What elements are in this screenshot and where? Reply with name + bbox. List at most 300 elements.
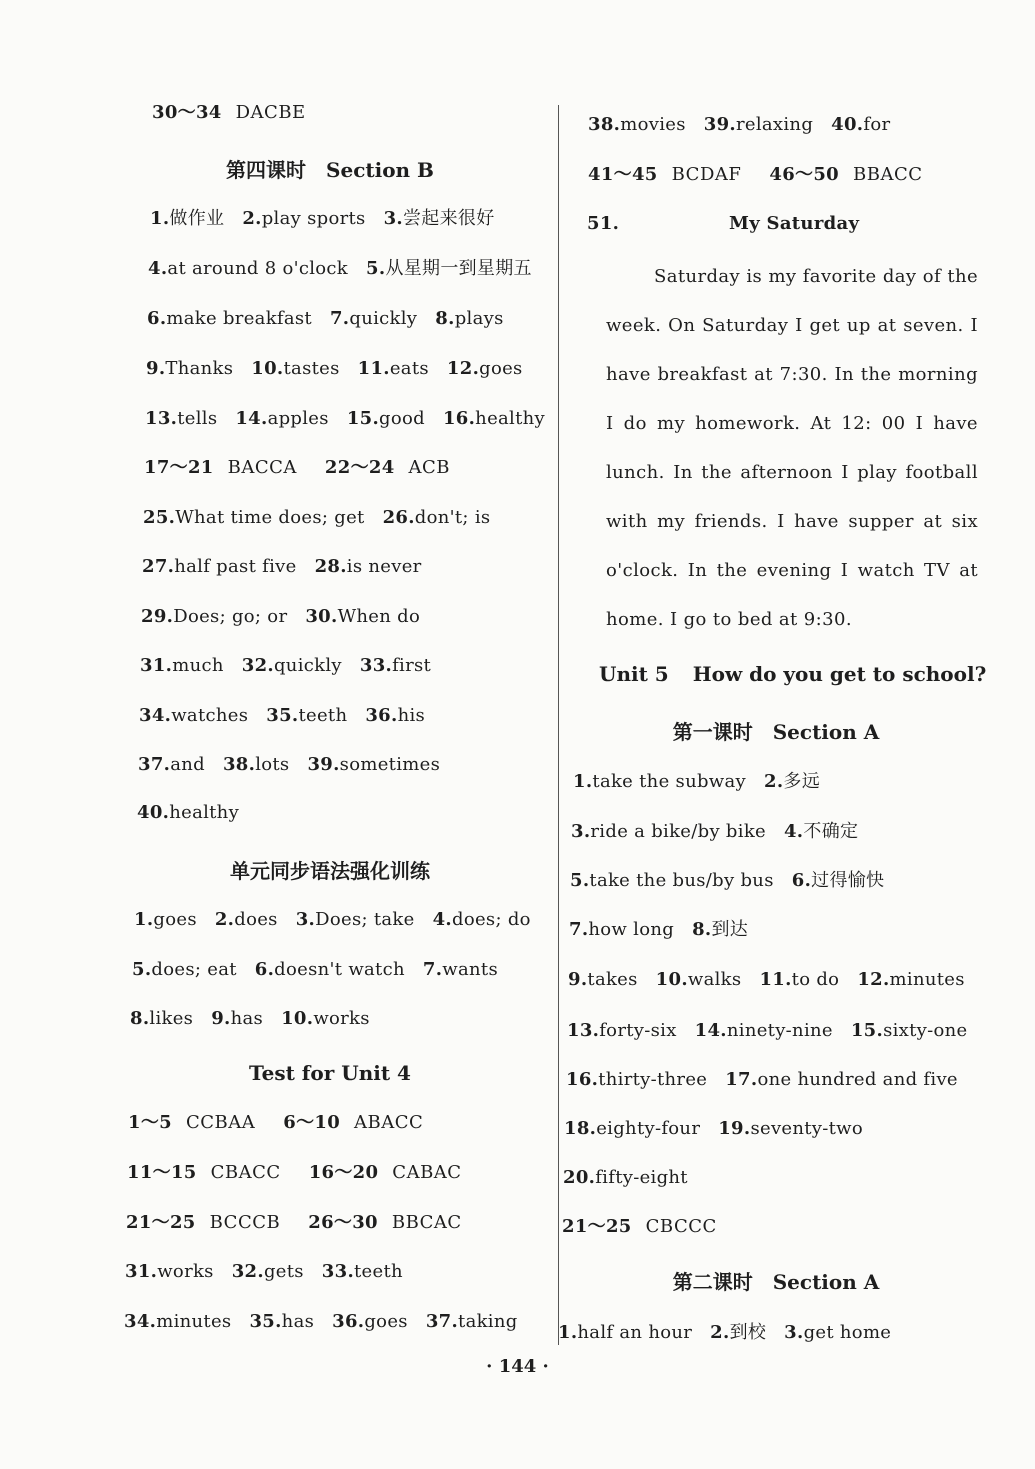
item-number: 15. xyxy=(850,1020,884,1041)
item-number: 4. xyxy=(783,821,804,842)
item-answer: healthy xyxy=(169,802,240,823)
item-number: 29. xyxy=(141,606,174,627)
answer-item xyxy=(315,554,422,580)
item-number: 15. xyxy=(346,408,380,429)
item-number: 6. xyxy=(791,870,812,891)
answer-item xyxy=(223,752,289,778)
item-number: 28. xyxy=(314,556,347,577)
item-answer: has xyxy=(230,1008,264,1029)
answer-line xyxy=(563,1165,706,1191)
item-number: 40. xyxy=(137,802,170,823)
item-number: 21～25 xyxy=(126,1212,196,1233)
answer-item xyxy=(563,1165,688,1191)
item-number: 2. xyxy=(764,771,784,792)
item-answer: goes xyxy=(153,909,197,930)
item-answer: 尝起来很好 xyxy=(403,208,495,229)
answer-line xyxy=(573,769,838,795)
item-answer: doesn't watch xyxy=(274,959,405,980)
answer-item xyxy=(383,505,491,531)
answer-item xyxy=(307,752,440,778)
answer-line xyxy=(127,1160,462,1186)
answer-item xyxy=(255,957,405,983)
item-answer: 多远 xyxy=(783,771,821,792)
item-answer: for xyxy=(863,114,891,135)
answer-item xyxy=(242,206,365,232)
answer-item xyxy=(759,967,839,993)
item-answer: 到校 xyxy=(729,1322,767,1343)
answer-item xyxy=(443,406,545,432)
answer-item xyxy=(139,703,248,729)
item-answer: ABACC xyxy=(354,1112,424,1133)
item-answer: apples xyxy=(267,408,329,429)
item-number: 8. xyxy=(130,1008,150,1029)
item-answer: plays xyxy=(454,308,504,329)
item-answer: works xyxy=(157,1261,214,1282)
item-number: 8. xyxy=(435,308,455,329)
item-number: 46～50 xyxy=(769,164,840,185)
heading-zh: 第二课时 xyxy=(672,1270,753,1294)
item-number: 40. xyxy=(831,114,864,135)
item-answer: play sports xyxy=(261,208,366,229)
answer-item xyxy=(695,1018,833,1044)
item-answer: eats xyxy=(389,358,429,379)
item-answer: sometimes xyxy=(339,754,441,775)
item-answer: 做作业 xyxy=(169,208,225,229)
answer-item xyxy=(140,653,224,679)
answer-item xyxy=(566,1067,707,1093)
item-answer: CABAC xyxy=(392,1162,462,1183)
answer-item xyxy=(725,1067,958,1093)
section-heading xyxy=(120,1059,540,1087)
section-heading xyxy=(556,718,996,746)
answer-item xyxy=(568,967,638,993)
item-number: 31. xyxy=(125,1261,158,1282)
answer-item xyxy=(330,306,417,332)
answer-line xyxy=(142,554,440,580)
item-number: 3. xyxy=(571,821,591,842)
item-number: 6. xyxy=(147,308,167,329)
answer-line xyxy=(146,356,541,382)
item-answer: goes xyxy=(364,1311,408,1332)
item-number: 7. xyxy=(569,919,589,940)
answer-item xyxy=(360,653,431,679)
answer-item xyxy=(347,406,425,432)
item-number: 16. xyxy=(442,408,476,429)
answer-item xyxy=(125,1259,214,1285)
answer-item xyxy=(148,256,348,282)
answer-item xyxy=(215,907,278,933)
item-number: 11. xyxy=(357,358,390,379)
answer-item xyxy=(266,703,347,729)
item-answer: teeth xyxy=(354,1261,403,1282)
answer-line xyxy=(150,206,513,232)
answer-item xyxy=(435,306,503,332)
item-answer: takes xyxy=(587,969,638,990)
item-number: 39. xyxy=(307,754,340,775)
item-number: 31. xyxy=(140,655,173,676)
item-answer: tells xyxy=(177,408,218,429)
answer-line xyxy=(128,1110,423,1136)
answer-item xyxy=(692,917,748,943)
answer-item xyxy=(570,868,774,894)
answer-item xyxy=(784,1320,891,1346)
item-number: 1～5 xyxy=(128,1112,172,1133)
item-answer: does; eat xyxy=(151,959,237,980)
item-number: 12. xyxy=(857,969,890,990)
unit-heading xyxy=(599,660,996,688)
item-answer: quickly xyxy=(349,308,418,329)
item-answer: works xyxy=(313,1008,370,1029)
item-number: 36. xyxy=(332,1311,365,1332)
item-number: 6. xyxy=(254,959,275,980)
item-answer: much xyxy=(172,655,224,676)
item-number: 41～45 xyxy=(588,164,658,185)
item-number: 33. xyxy=(321,1261,355,1282)
item-answer: at around 8 o'clock xyxy=(167,258,349,279)
item-answer: When do xyxy=(337,606,421,627)
item-number: 27. xyxy=(142,556,175,577)
heading-en: Test for Unit 4 xyxy=(249,1061,411,1085)
answer-item xyxy=(305,604,420,630)
item-number: 11. xyxy=(759,969,792,990)
item-answer: one hundred and five xyxy=(757,1069,958,1090)
item-answer: 从星期一到星期五 xyxy=(385,258,532,279)
item-answer: Does; go; or xyxy=(173,606,288,627)
answer-item xyxy=(384,206,495,232)
unit-label: Unit 5 xyxy=(599,662,669,686)
answer-item xyxy=(656,967,742,993)
item-number: 17～21 xyxy=(144,457,214,478)
item-number: 2. xyxy=(710,1322,730,1343)
answer-item xyxy=(857,967,964,993)
item-number: 4. xyxy=(148,258,168,279)
item-answer: half an hour xyxy=(577,1322,693,1343)
item-answer: BBCAC xyxy=(391,1212,462,1233)
item-number: 51. xyxy=(587,213,620,234)
item-answer: Does; take xyxy=(315,909,415,930)
answer-item xyxy=(141,604,287,630)
section-heading xyxy=(120,857,540,885)
answer-item xyxy=(433,907,531,933)
item-answer: and xyxy=(170,754,205,775)
item-number: 37. xyxy=(138,754,171,775)
heading-zh: 第一课时 xyxy=(672,720,753,744)
item-answer: to do xyxy=(791,969,840,990)
item-number: 1. xyxy=(558,1322,578,1343)
item-answer: does xyxy=(234,909,278,930)
answer-line xyxy=(130,1006,388,1032)
section-heading xyxy=(120,156,540,184)
item-number: 30. xyxy=(305,606,338,627)
item-number: 16. xyxy=(566,1069,599,1090)
heading-en: Section A xyxy=(772,1270,880,1294)
answer-line xyxy=(132,957,516,983)
item-answer: thirty-three xyxy=(598,1069,708,1090)
answer-item xyxy=(358,356,429,382)
item-number: 13. xyxy=(145,408,178,429)
item-answer: tastes xyxy=(283,358,340,379)
answer-item xyxy=(365,703,425,729)
item-answer: how long xyxy=(588,919,675,940)
answer-line xyxy=(144,455,450,481)
item-number: 37. xyxy=(425,1311,459,1332)
answer-item xyxy=(242,653,342,679)
item-number: 32. xyxy=(241,655,274,676)
answer-line xyxy=(571,819,876,845)
answer-item xyxy=(232,1259,304,1285)
answer-item xyxy=(792,868,885,894)
item-answer: taking xyxy=(458,1311,518,1332)
item-answer: good xyxy=(379,408,425,429)
item-answer: wants xyxy=(442,959,498,980)
item-answer: likes xyxy=(149,1008,194,1029)
answer-item xyxy=(281,1006,370,1032)
item-answer: CBCCC xyxy=(645,1216,717,1237)
answer-line xyxy=(140,653,449,679)
item-answer: first xyxy=(392,655,432,676)
answer-line xyxy=(558,1320,909,1346)
item-answer: BACCA xyxy=(227,457,297,478)
answer-line xyxy=(137,800,257,826)
item-number: 10. xyxy=(251,358,284,379)
item-number: 38. xyxy=(588,114,621,135)
answer-item xyxy=(573,769,746,795)
item-number: 34. xyxy=(124,1311,157,1332)
item-answer: Thanks xyxy=(165,358,234,379)
item-number: 35. xyxy=(266,705,299,726)
item-number: 14. xyxy=(235,408,268,429)
answer-item xyxy=(426,1309,518,1335)
answer-line xyxy=(141,604,438,630)
answer-item xyxy=(124,1309,231,1335)
unit-title: How do you get to school? xyxy=(692,662,987,686)
item-answer: half past five xyxy=(174,556,297,577)
item-answer: lots xyxy=(255,754,290,775)
answer-item xyxy=(143,505,365,531)
item-number: 9. xyxy=(568,969,588,990)
answer-item xyxy=(851,1018,968,1044)
answer-line xyxy=(588,162,923,188)
item-answer: healthy xyxy=(475,408,546,429)
answer-line xyxy=(143,505,508,531)
answer-item xyxy=(147,306,312,332)
item-number: 34. xyxy=(139,705,172,726)
item-answer: minutes xyxy=(156,1311,232,1332)
item-answer: ACB xyxy=(408,457,451,478)
item-number: 22～24 xyxy=(324,457,395,478)
item-answer: movies xyxy=(620,114,686,135)
item-number: 30～34 xyxy=(152,102,222,123)
page-number: · 144 · xyxy=(486,1356,549,1377)
answer-item xyxy=(211,1006,263,1032)
item-number: 33. xyxy=(359,655,393,676)
item-number: 13. xyxy=(567,1020,600,1041)
section-heading xyxy=(556,1268,996,1296)
answer-item xyxy=(235,406,328,432)
answer-line xyxy=(562,1214,717,1240)
essay-text: Saturday is my favorite day of the week. On Saturday I get up at seven. I have breakfast at 7:30. In the morning I do my homework. At 12: 00 I have lunch. In the afternoon I play football with my friends. I have supper at six o'clock. In the evening I watch TV at home. I go to bed at 9:30. xyxy=(606,266,978,630)
answer-item xyxy=(710,1320,766,1346)
item-answer: make breakfast xyxy=(166,308,312,329)
answer-line xyxy=(134,907,549,933)
answer-line xyxy=(570,868,902,894)
answer-line xyxy=(566,1067,976,1093)
answer-line xyxy=(152,100,306,126)
item-number: 1. xyxy=(134,909,154,930)
item-number: 11～15 xyxy=(127,1162,197,1183)
answer-item xyxy=(784,819,858,845)
answer-item xyxy=(130,1006,193,1032)
answer-item xyxy=(718,1116,863,1142)
answer-item xyxy=(150,206,224,232)
answer-line xyxy=(126,1210,462,1236)
item-answer: 过得愉快 xyxy=(811,870,885,891)
item-number: 5. xyxy=(366,258,386,279)
item-number: 39. xyxy=(703,114,736,135)
heading-zh: 第四课时 xyxy=(226,158,307,182)
item-number: 4. xyxy=(432,909,452,930)
item-answer: quickly xyxy=(273,655,342,676)
answer-item xyxy=(249,1309,314,1335)
item-number: 1. xyxy=(573,771,593,792)
item-number: 5. xyxy=(132,959,152,980)
item-answer: seventy-two xyxy=(750,1118,864,1139)
item-answer: watches xyxy=(171,705,249,726)
item-answer: walks xyxy=(687,969,742,990)
item-answer: CBACC xyxy=(210,1162,281,1183)
item-answer: BBACC xyxy=(853,164,923,185)
answer-line xyxy=(564,1116,881,1142)
item-answer: don't; is xyxy=(414,507,491,528)
item-number: 18. xyxy=(564,1118,597,1139)
item-number: 12. xyxy=(446,358,480,379)
answer-item xyxy=(296,907,415,933)
item-answer: ninety-nine xyxy=(726,1020,833,1041)
answer-item xyxy=(423,957,498,983)
item-answer: DACBE xyxy=(235,102,306,123)
item-number: 2. xyxy=(214,909,235,930)
item-answer: does; do xyxy=(452,909,531,930)
answer-item xyxy=(134,907,197,933)
item-answer: minutes xyxy=(889,969,965,990)
answer-line xyxy=(145,406,563,432)
answer-item xyxy=(447,356,523,382)
heading-zh: 单元同步语法强化训练 xyxy=(230,859,430,883)
item-answer: take the subway xyxy=(592,771,747,792)
answer-item xyxy=(366,256,532,282)
item-answer: sixty-one xyxy=(883,1020,968,1041)
answer-item xyxy=(571,819,766,845)
item-answer: teeth xyxy=(298,705,348,726)
item-number: 6～10 xyxy=(283,1112,341,1133)
answer-line xyxy=(568,967,983,993)
answer-item xyxy=(332,1309,408,1335)
item-answer: 不确定 xyxy=(803,821,859,842)
item-number: 9. xyxy=(146,358,166,379)
item-answer: get home xyxy=(803,1322,892,1343)
answer-item xyxy=(558,1320,692,1346)
item-number: 10. xyxy=(655,969,688,990)
item-answer: forty-six xyxy=(599,1020,677,1041)
item-number: 14. xyxy=(694,1020,727,1041)
item-number: 5. xyxy=(570,870,590,891)
item-number: 36. xyxy=(365,705,398,726)
answer-line xyxy=(138,752,458,778)
item-number: 8. xyxy=(692,919,712,940)
item-answer: What time does; get xyxy=(175,507,365,528)
item-number: 7. xyxy=(422,959,443,980)
answer-item xyxy=(142,554,297,580)
item-number: 16～20 xyxy=(308,1162,379,1183)
item-number: 35. xyxy=(249,1311,282,1332)
answer-item xyxy=(567,1018,677,1044)
item-number: 7. xyxy=(329,308,350,329)
answer-line xyxy=(124,1309,536,1335)
answer-item xyxy=(569,917,674,943)
answer-item xyxy=(132,957,237,983)
item-number: 25. xyxy=(143,507,176,528)
item-answer: goes xyxy=(479,358,523,379)
item-answer: 到达 xyxy=(711,919,749,940)
item-answer: take the bus/by bus xyxy=(589,870,774,891)
item-answer: relaxing xyxy=(735,114,814,135)
answer-line xyxy=(567,1018,986,1044)
answer-item xyxy=(764,769,820,795)
item-number: 21～25 xyxy=(562,1216,632,1237)
answer-item xyxy=(704,112,813,138)
item-answer: has xyxy=(281,1311,315,1332)
answer-line xyxy=(139,703,443,729)
essay-title: My Saturday xyxy=(729,213,860,234)
item-number: 2. xyxy=(242,208,262,229)
item-number: 32. xyxy=(231,1261,264,1282)
item-number: 17. xyxy=(725,1069,758,1090)
essay-header xyxy=(587,211,987,237)
item-number: 26. xyxy=(382,507,415,528)
item-answer: ride a bike/by bike xyxy=(590,821,766,842)
answer-line xyxy=(588,112,908,138)
item-answer: BCDAF xyxy=(671,164,742,185)
heading-en: Section B xyxy=(326,158,434,182)
answer-item xyxy=(137,800,239,826)
item-number: 20. xyxy=(563,1167,596,1188)
item-number: 3. xyxy=(784,1322,804,1343)
item-answer: eighty-four xyxy=(596,1118,701,1139)
answer-item xyxy=(564,1116,700,1142)
item-answer: his xyxy=(397,705,426,726)
answer-item xyxy=(145,406,217,432)
answer-item xyxy=(322,1259,403,1285)
answer-line xyxy=(148,256,550,282)
answer-line xyxy=(147,306,522,332)
item-number: 19. xyxy=(718,1118,751,1139)
item-answer: is never xyxy=(346,556,422,577)
answer-line xyxy=(569,917,766,943)
item-answer: BCCCB xyxy=(209,1212,281,1233)
answer-item xyxy=(588,112,686,138)
item-answer: fifty-eight xyxy=(595,1167,688,1188)
answer-item xyxy=(138,752,205,778)
item-number: 9. xyxy=(211,1008,231,1029)
item-number: 38. xyxy=(222,754,256,775)
heading-en: Section A xyxy=(772,720,880,744)
item-number: 3. xyxy=(295,909,316,930)
item-number: 26～30 xyxy=(308,1212,378,1233)
answer-item xyxy=(251,356,339,382)
item-answer: CCBAA xyxy=(185,1112,256,1133)
item-number: 10. xyxy=(281,1008,314,1029)
item-number: 1. xyxy=(150,208,170,229)
